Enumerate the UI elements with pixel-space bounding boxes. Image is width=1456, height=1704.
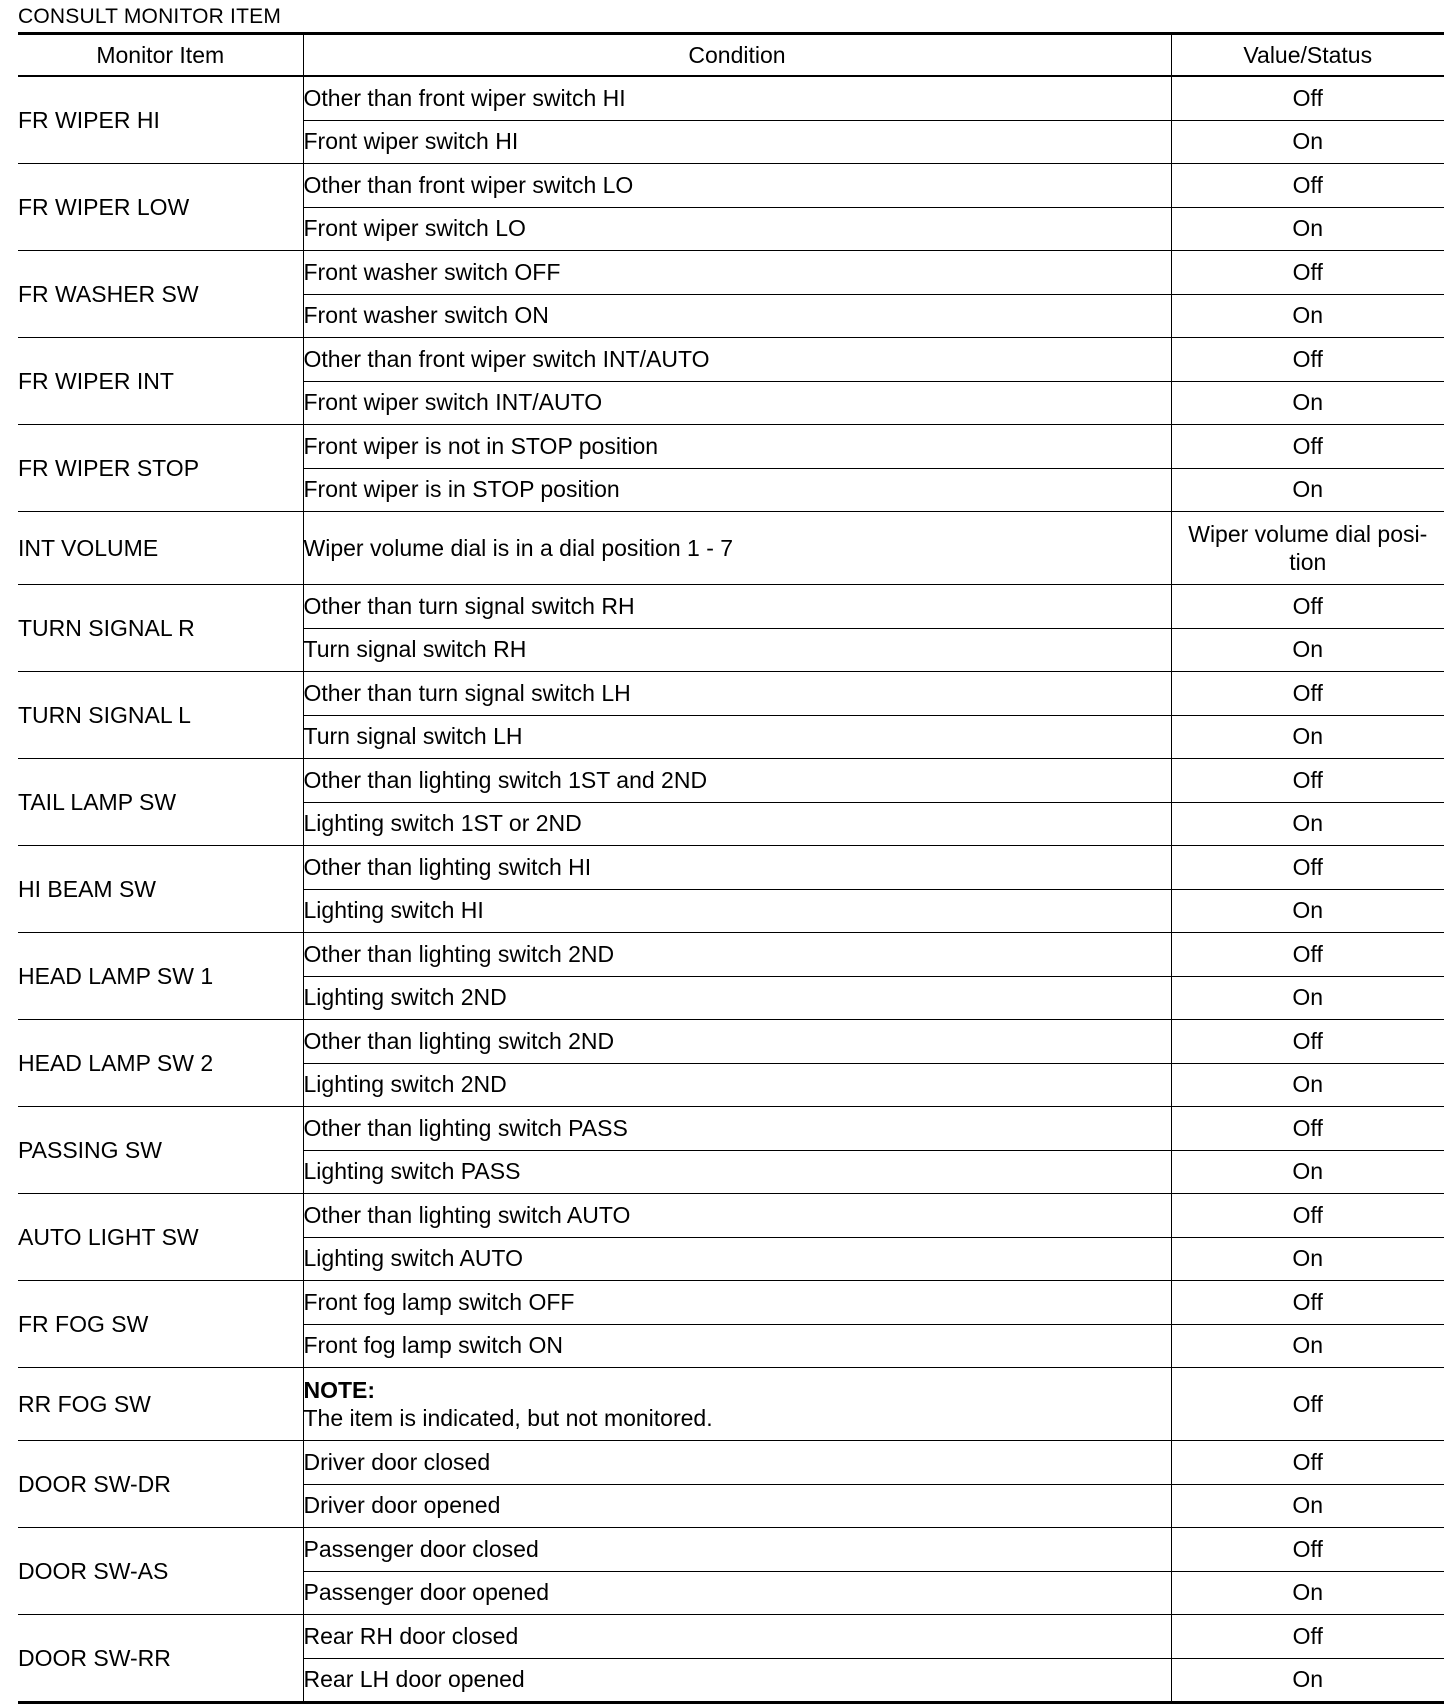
condition-cell: Driver door opened [303,1484,1171,1528]
page-title: CONSULT MONITOR ITEM [18,5,282,28]
monitor-item-cell: DOOR SW-DR [18,1441,303,1528]
value-status-cell: Off [1171,76,1444,120]
monitor-item-cell: AUTO LIGHT SW [18,1194,303,1281]
value-status-cell: On [1171,889,1444,933]
condition-cell: Lighting switch 2ND [303,1063,1171,1107]
table-row [18,1615,1444,1659]
condition-cell: Passenger door opened [303,1571,1171,1615]
condition-cell: Driver door closed [303,1441,1171,1485]
value-status-cell: On [1171,628,1444,672]
condition-cell: Other than turn signal switch RH [303,585,1171,629]
value-status-cell: On [1171,468,1444,512]
table-row [18,425,1444,469]
value-status-cell: On [1171,1484,1444,1528]
value-status-cell: Off [1171,1368,1444,1441]
condition-cell: Other than lighting switch 2ND [303,933,1171,977]
monitor-item-cell: FR WIPER HI [18,106,160,133]
table-row [18,1020,1444,1064]
table-row [18,846,1444,890]
monitor-item-cell: DOOR SW-AS [18,1528,303,1615]
table-row [18,512,1444,585]
monitor-item-cell: TURN SIGNAL R [18,585,303,672]
monitor-item-cell: TURN SIGNAL L [18,672,303,759]
consult-monitor-table [18,32,1444,1704]
monitor-item-cell: FR WIPER LOW [18,164,303,251]
condition-cell: Lighting switch PASS [303,1150,1171,1194]
header-value-status: Value/Status [1171,34,1444,77]
condition-cell: Other than lighting switch 1ST and 2ND [303,759,1171,803]
value-status-cell: Off [1171,1020,1444,1064]
value-status-cell: Off [1171,585,1444,629]
condition-cell [303,1368,1171,1441]
monitor-item-cell: FR WASHER SW [18,251,303,338]
value-status-cell: Off [1171,846,1444,890]
table-row [18,251,1444,295]
table-row [18,1528,1444,1572]
note-text: The item is indicated, but not monitored. [303,1405,713,1431]
value-status-cell: On [1171,802,1444,846]
condition-cell: Lighting switch AUTO [303,1237,1171,1281]
condition-cell: Lighting switch 1ST or 2ND [303,802,1171,846]
monitor-item-cell: TAIL LAMP SW [18,759,303,846]
header-condition: Condition [303,34,1171,77]
condition-cell: Rear RH door closed [303,1615,1171,1659]
table-header-row [18,34,1444,77]
value-status-cell: Off [1171,164,1444,208]
condition-cell: Front wiper switch LO [303,207,1171,251]
table-row [18,1441,1444,1485]
condition-cell: Front fog lamp switch ON [303,1324,1171,1368]
condition-cell: Rear LH door opened [303,1658,1171,1703]
value-status-cell: Off [1171,425,1444,469]
condition-cell: Lighting switch 2ND [303,976,1171,1020]
monitor-item-cell: HI BEAM SW [18,846,303,933]
value-status-cell: Off [1171,1528,1444,1572]
header-monitor-item: Monitor Item [18,34,303,77]
value-status-cell: Off [1171,1615,1444,1659]
condition-cell: Other than lighting switch 2ND [303,1020,1171,1064]
monitor-item-cell: FR WIPER INT [18,338,303,425]
value-status-cell: On [1171,976,1444,1020]
table-row [18,338,1444,382]
value-status-cell: On [1171,294,1444,338]
monitor-item-cell: INT VOLUME [18,512,303,585]
condition-cell: Wiper volume dial is in a dial position 1 - 7 [303,512,1171,585]
table-row [18,672,1444,716]
value-status-cell: Off [1171,933,1444,977]
table-row [18,585,1444,629]
table-row [18,1107,1444,1151]
value-status-cell: Off [1171,251,1444,295]
table-row [18,1194,1444,1238]
condition-cell: Other than front wiper switch INT/AUTO [303,338,1171,382]
value-status-cell: On [1171,1063,1444,1107]
value-status-cell: On [1171,207,1444,251]
value-status-cell: Off [1171,1194,1444,1238]
value-status-cell [1171,512,1444,585]
condition-cell: Front washer switch OFF [303,251,1171,295]
condition-cell: Other than lighting switch AUTO [303,1194,1171,1238]
note-label: NOTE: [303,1377,376,1403]
condition-cell: Other than turn signal switch LH [303,672,1171,716]
monitor-item-cell: RR FOG SW [18,1368,303,1441]
condition-cell: Front fog lamp switch OFF [303,1281,1171,1325]
table-row [18,759,1444,803]
table-row [18,1281,1444,1325]
value-status-cell: Off [1171,1107,1444,1151]
table-body [18,76,1444,1703]
table-row [18,933,1444,977]
condition-cell: Other than front wiper switch LO [303,164,1171,208]
value-status-cell: Off [1171,759,1444,803]
monitor-item-cell: DOOR SW-RR [18,1615,303,1703]
value-status-text: Wiper volume dial posi-tion [1188,521,1428,575]
condition-cell: Front washer switch ON [303,294,1171,338]
table-row [18,164,1444,208]
value-status-cell: Off [1171,672,1444,716]
monitor-item-cell: PASSING SW [18,1107,303,1194]
value-status-cell: On [1171,1658,1444,1703]
condition-cell: Front wiper switch HI [303,120,1171,164]
condition-cell: Front wiper is not in STOP position [303,425,1171,469]
table-row [18,1368,1444,1441]
condition-cell: Other than lighting switch PASS [303,1107,1171,1151]
value-status-cell: Off [1171,1281,1444,1325]
condition-cell: Other than lighting switch HI [303,846,1171,890]
condition-cell: Front wiper is in STOP position [303,468,1171,512]
table-row [18,76,1444,120]
value-status-cell: On [1171,381,1444,425]
condition-cell: Passenger door closed [303,1528,1171,1572]
condition-cell: Front wiper switch INT/AUTO [303,381,1171,425]
condition-cell: Other than front wiper switch HI [303,76,1171,120]
value-status-cell: On [1171,1237,1444,1281]
condition-cell: Lighting switch HI [303,889,1171,933]
condition-cell: Turn signal switch LH [303,715,1171,759]
value-status-cell: On [1171,120,1444,164]
value-status-cell: On [1171,1571,1444,1615]
value-status-cell: On [1171,1324,1444,1368]
value-status-cell: Off [1171,1441,1444,1485]
value-status-cell: On [1171,1150,1444,1194]
value-status-cell: On [1171,715,1444,759]
monitor-item-cell: HEAD LAMP SW 2 [18,1020,303,1107]
monitor-item-cell: FR FOG SW [18,1281,303,1368]
value-status-cell: Off [1171,338,1444,382]
monitor-item-cell: HEAD LAMP SW 1 [18,933,303,1020]
condition-cell: Turn signal switch RH [303,628,1171,672]
monitor-item-cell: FR WIPER STOP [18,425,303,512]
